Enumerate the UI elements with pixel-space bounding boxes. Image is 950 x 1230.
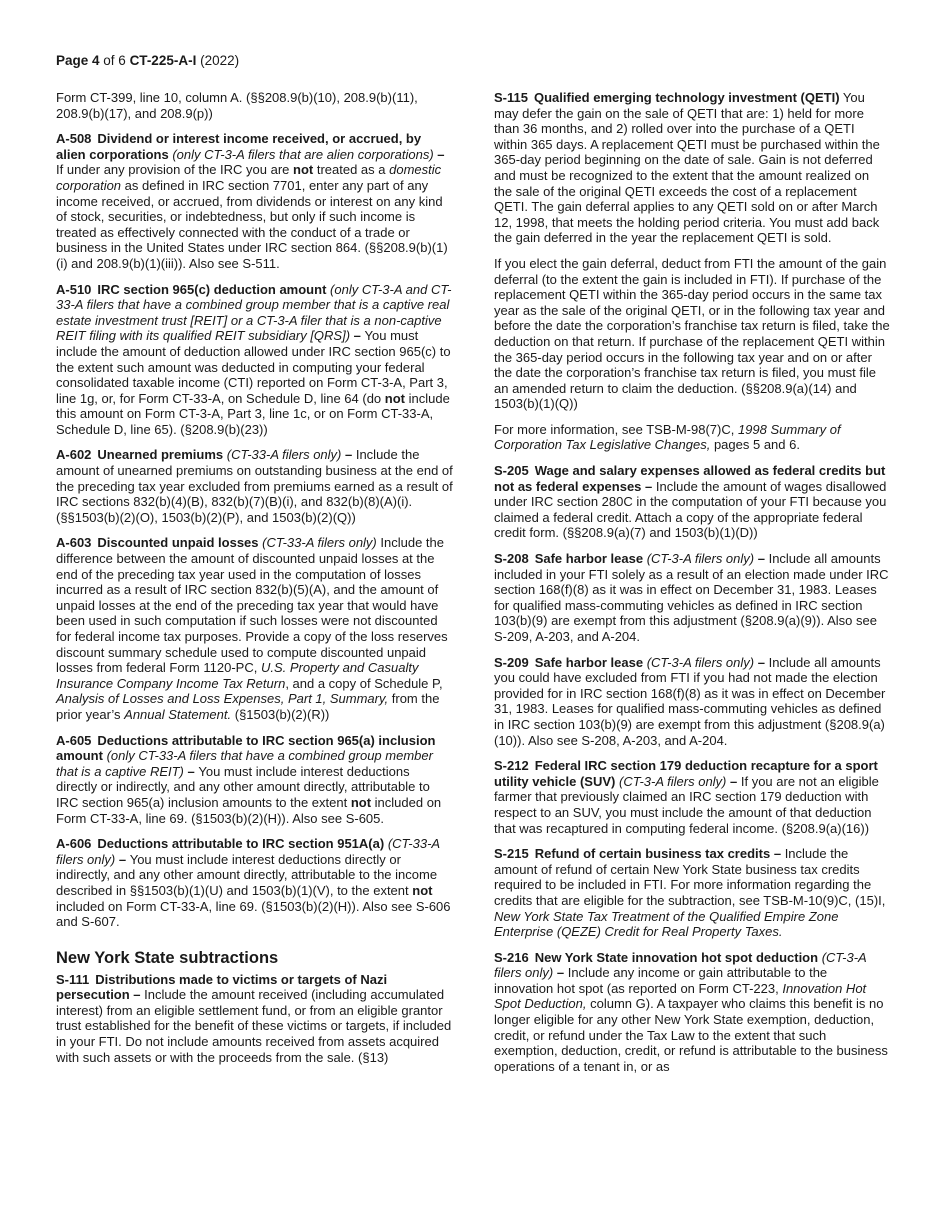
item-code: S-216 [494, 949, 529, 965]
item-s212 [494, 758, 890, 836]
page-number: Page 4 [56, 53, 100, 68]
page-header [56, 52, 239, 70]
item-title: Safe harbor lease [534, 654, 644, 670]
item-italic: domestic corporation [56, 162, 442, 193]
item-title: Refund of certain business tax credits [534, 846, 771, 862]
item-s208 [494, 551, 890, 645]
item-note: (only CT-3-A and CT-33-A filers that have a combined group member that is a captive real estate investment trust [REIT] or a CT-3-A filer that is a non-captive REIT filing with its qualified REIT subsidiary [QRS]) [56, 281, 452, 344]
item-code: A-508 [56, 131, 92, 147]
item-dash: – [129, 987, 145, 1003]
item-dash: – [341, 447, 356, 463]
item-text: , and a copy of Schedule P, [285, 675, 443, 691]
item-italic: U.S. Property and Casualty Insurance Company Income Tax Return [56, 660, 419, 691]
item-bold: not [350, 794, 372, 810]
item-title: Discounted unpaid losses [97, 535, 259, 551]
item-text: Include the difference between the amount of discounted unpaid losses at the end of the preceding tax year used in the computation of losses incurred as a result of IRC section 832(b)(5)(A), and the amount of unpaid losses at the end of the preceding tax year that would have been used in such computation if such losses were not discounted for federal income tax purposes. Provide a copy of the loss reserves discount summary schedule used to compute discounted unpaid losses from federal Form 1120-PC, [56, 535, 448, 676]
item-title: Distributions made to victims or targets of Nazi persecution [56, 971, 388, 1003]
item-code: S-205 [494, 463, 529, 479]
item-text: Include the amount received (including accumulated interest) from an eligible settlement fund, or from an eligible grantor trust established for the benefit of these victims or targets, if included in your FTI. Do not include amounts received from assets acquired with such assets or with the proceeds from the sale. (§13) [56, 987, 452, 1065]
item-a603 [56, 535, 454, 722]
item-italic: New York State Tax Treatment of the Qualified Empire Zone Enterprise (QEZE) Credit for Real Property Taxes. [494, 908, 839, 940]
form-year: (2022) [196, 53, 240, 68]
item-text: You must include the amount of deduction allowed under IRC section 965(c) to the extent such amount was deducted in computing your federal consolidated taxable income (CTI) reported on Form CT-3-A, Part 3, line 1g, or, for Form CT-33-A, on Schedule D, line 64 (do [56, 328, 451, 406]
item-italic: Analysis of Losses and Loss Expenses, Part 1, Summary, [56, 691, 389, 707]
item-text: column G). A taxpayer who claims this benefit is no longer eligible for any other New York State exemption, deduction, credit, or refund under the Tax Law to the extent that such exemption, deduction, credit, or refund is attributable to the business operations of a tenant in, or as [494, 996, 888, 1074]
item-a508 [56, 131, 454, 271]
item-note: (CT-33-A filers only) [226, 447, 342, 463]
item-note: (CT-33-A filers only) [262, 535, 377, 551]
item-title: Safe harbor lease [534, 551, 644, 567]
item-title: Dividend or interest income received, or accrued, by alien corporations [56, 131, 422, 162]
item-code: A-605 [56, 732, 92, 748]
right-column [494, 90, 890, 1084]
item-code: S-209 [494, 654, 529, 670]
item-bold: not [293, 162, 314, 178]
item-code: S-208 [494, 551, 529, 567]
item-dash: – [754, 654, 769, 670]
item-title: Deductions attributable to IRC section 965(a) inclusion amount [56, 732, 436, 764]
item-text: include this amount on Form CT-3-A, Part 3, line 1c, or on Form CT-33-A, Schedule D, line 65). (§208.9(b)(23)) [56, 390, 450, 437]
item-text: If under any provision of the IRC you are [56, 162, 294, 178]
continued-text: Form CT-399, line 10, column A. (§§208.9(b)(10), 208.9(b)(11), 208.9(b)(17), and 208.9(p)) [56, 90, 418, 121]
form-id: CT-225-A-I [129, 53, 197, 68]
item-note: (CT-3-A filers only) [494, 949, 867, 981]
item-note: (CT-3-A filers only) [646, 551, 755, 567]
s115-paragraph-3 [494, 422, 890, 453]
item-dash: – [754, 551, 769, 567]
item-italic: 1998 Summary of Corporation Tax Legislative Changes, [494, 421, 841, 453]
item-note: (only CT-3-A filers that are alien corporations) [172, 146, 434, 162]
item-bold: not [412, 882, 433, 898]
item-text: Include the amount of unearned premiums on outstanding business at the end of the preceding tax year excluded from premiums earned as a result of IRC sections 832(b)(4)(B), 832(b)(7)(B)(i), and 832(b)(8)(A)(i). (§§1503(b)(2)(O), 1503(b)(2)(P), and 1503(b)(2)(Q)) [56, 447, 453, 525]
item-code: S-215 [494, 846, 529, 862]
item-title: New York State innovation hot spot deduction [534, 949, 819, 965]
item-text: Include any income or gain attributable to the innovation hot spot (as reported on Form CT-223, [494, 965, 828, 996]
item-a605 [56, 733, 454, 827]
item-s205 [494, 463, 890, 541]
item-text: Include the amount of refund of certain New York State business tax credits required to be included in FTI. For more information regarding the credits that are eligible for the subtraction, see TSB-M-10(9)C, (15)I, [494, 846, 886, 908]
item-s111 [56, 972, 454, 1066]
item-title: Federal IRC section 179 deduction recapture for a sport utility vehicle (SUV) [494, 758, 878, 789]
item-dash: – [350, 328, 365, 344]
item-text: You must include interest deductions directly or indirectly, and any other amount directly, attributable to the income described in §§1503(b)(1)(U) and 1503(b)(1)(V), to the extent [56, 851, 438, 898]
section-heading: New York State subtractions [56, 948, 279, 967]
item-title: Qualified emerging technology investment (QETI) [533, 90, 840, 105]
left-column [56, 90, 454, 1075]
item-note: (CT-3-A filers only) [619, 773, 727, 789]
item-title: Deductions attributable to IRC section 951A(a) [97, 836, 385, 852]
item-text: If you are not an eligible farmer that previously claimed an IRC section 179 deduction with respect to an SUV, you must include the amount of that deduction that was recaptured in computing federal income. (§208.9(a)(16)) [494, 773, 879, 836]
item-note: (only CT-33-A filers that have a combined group member that is a captive REIT) [56, 748, 433, 779]
item-text: Include all amounts you could have excluded from FTI if you had not made the election provided for in IRC section 168(f)(8) as it was in effect on December 31, 1983. Leases for qualified mass-commuting vehicles as defined in IRC section 103(b)(9) are exempt from this adjustment (§208.9(a)(10)). Also see S-208, A-203, and A-204. [494, 654, 886, 748]
item-italic: Innovation Hot Spot Deduction, [494, 980, 867, 1012]
item-dash: – [553, 965, 568, 981]
item-text: Include the amount of wages disallowed under IRC section 280C in the computation of your FTI because you claimed a federal credit. Attach a copy of the appropriate federal credit form. (§§208.9(a)(7) and 1503(b)(1)(D)) [494, 478, 887, 541]
item-text: Include all amounts included in your FTI solely as a result of an election made under IRC section 168(f)(8) as it was in effect on December 31, 1983. Leases for qualified mass-commuting vehicles as defined in IRC section 103(b)(9) are exempt from this adjustment (§208.9(a)(9)). Also see S-209, A-203, and A-204. [494, 551, 889, 644]
item-code: S-115 [494, 90, 528, 105]
item-note: (CT-3-A filers only) [646, 654, 755, 670]
item-italic: Annual Statement. [124, 706, 232, 722]
item-code: A-602 [56, 447, 92, 463]
item-text: included on Form CT-33-A, line 69. (§1503(b)(2)(H)). Also see S-605. [56, 794, 442, 826]
item-s115 [494, 90, 890, 246]
item-dash: – [115, 851, 130, 867]
item-a510 [56, 282, 454, 438]
item-text: as defined in IRC section 7701, enter any part of any income received, or accrued, from dividends or interest on any kind of stock, securities, or indebtedness, but only if such income is treated as effectively connected with the conduct of a trade or business in the United States under IRC section 864. (§§208.9(b)(1)(i) and 208.9(b)(1)(iii)). Also see S-511. [56, 177, 448, 271]
item-s216 [494, 950, 890, 1075]
item-title: IRC section 965(c) deduction amount [97, 281, 327, 297]
item-dash: – [433, 146, 445, 162]
item-text: included on Form CT-33-A, line 69. (§1503(b)(2)(H)). Also see S-606 and S-607. [56, 898, 451, 930]
item-dash: – [770, 846, 785, 862]
item-text: (§1503(b)(2)(R)) [231, 706, 330, 722]
item-code: A-603 [56, 535, 92, 551]
item-bold: not [384, 390, 405, 406]
item-note: (CT-33-A filers only) [56, 836, 440, 867]
item-s209 [494, 655, 890, 749]
item-title: Wage and salary expenses allowed as federal credits but not as federal expenses [494, 463, 886, 494]
item-a602 [56, 447, 454, 525]
item-title: Unearned premiums [97, 447, 224, 463]
item-code: A-606 [56, 836, 92, 852]
item-code: S-111 [56, 971, 90, 987]
item-s215 [494, 846, 890, 940]
item-a606 [56, 836, 454, 930]
item-text: treated as a [313, 162, 390, 178]
item-text: pages 5 and 6. [710, 437, 800, 453]
item-text: You must include interest deductions directly or indirectly, and any other amount directly, attributable to IRC section 965(a) inclusion amounts to the extent [56, 763, 430, 810]
s115-paragraph-2: If you elect the gain deferral, deduct from FTI the amount of the gain deferral (to the extent the gain is included in FTI). If purchase of the replacement QETI within the 365-day period occurs in the same tax year as the sale of the original QETI, or in the following tax year and before the date the corporation’s franchise tax return is filed, take the deduction on that return. If purchase of the replacement QETI within the 365-day period occurs in the following tax year and on or after the date the corporation’s franchise tax return is filed, you must file an amended return to claim the deduction. (§§208.9(a)(14) and 1503(b)(1)(Q)) [494, 255, 890, 412]
item-code: A-510 [56, 281, 92, 297]
page-of: of 6 [99, 53, 130, 68]
item-text: from the prior year’s [56, 691, 440, 722]
item-text: You may defer the gain on the sale of QETI that are: 1) held for more than 36 months, and 2) rolled over into the purchase of a QETI within 365 days. A replacement QETI must be purchased within the 365-day period beginning on the date of sale. Gain is not deferred and must be recognized to the extent that the amount realized on the sale of the original QETI exceeds the cost of a replacement QETI. The gain deferral applies to any QETI sold on or after March 12, 1998, that meets the holding period criteria. You must add back the gain deferred in the year the replacement QETI is sold. [494, 90, 880, 246]
item-dash: – [641, 478, 656, 494]
item-dash: – [726, 773, 741, 789]
item-code: S-212 [494, 758, 529, 774]
item-text: For more information, see TSB-M-98(7)C, [494, 421, 738, 437]
item-dash: – [183, 763, 199, 779]
